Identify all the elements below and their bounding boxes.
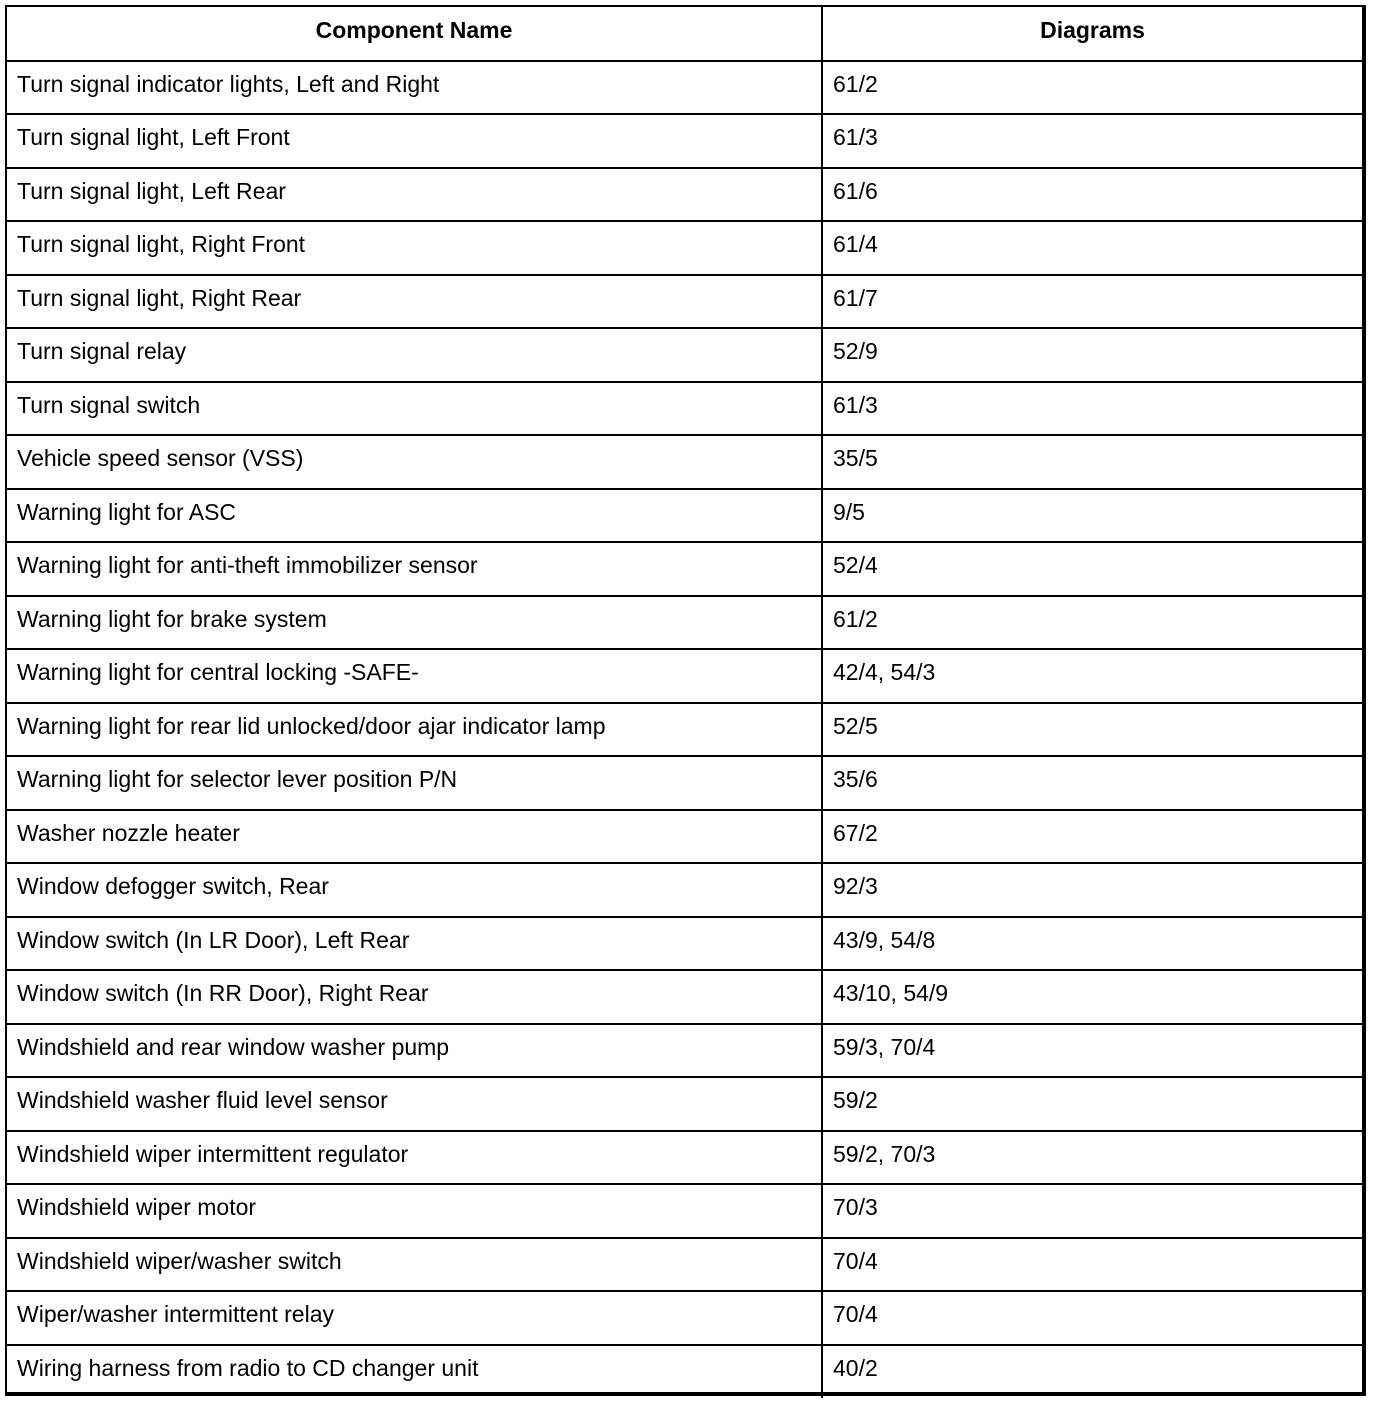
diagrams-cell: 40/2 [822, 1345, 1362, 1399]
table-row [7, 328, 1362, 382]
component-name-cell: Warning light for central locking -SAFE- [7, 649, 822, 703]
table-row [7, 489, 1362, 543]
component-name-cell: Turn signal light, Left Rear [7, 168, 822, 222]
diagrams-cell: 92/3 [822, 863, 1362, 917]
diagrams-cell: 42/4, 54/3 [822, 649, 1362, 703]
diagrams-cell: 61/3 [822, 114, 1362, 168]
table-row [7, 275, 1362, 329]
component-name-cell: Windshield and rear window washer pump [7, 1024, 822, 1078]
component-name-cell: Window switch (In LR Door), Left Rear [7, 917, 822, 971]
component-name-cell: Washer nozzle heater [7, 810, 822, 864]
table-row [7, 1291, 1362, 1345]
component-name-cell: Turn signal light, Right Rear [7, 275, 822, 329]
diagrams-cell: 43/10, 54/9 [822, 970, 1362, 1024]
component-name-cell: Turn signal relay [7, 328, 822, 382]
component-name-cell: Warning light for selector lever position P/N [7, 756, 822, 810]
table-row [7, 810, 1362, 864]
component-name-cell: Wiper/washer intermittent relay [7, 1291, 822, 1345]
component-name-cell: Windshield wiper motor [7, 1184, 822, 1238]
diagrams-cell: 9/5 [822, 489, 1362, 543]
table-row [7, 435, 1362, 489]
component-name-cell: Wiring harness from radio to CD changer unit [7, 1345, 822, 1399]
component-name-cell: Window switch (In RR Door), Right Rear [7, 970, 822, 1024]
table-row [7, 1238, 1362, 1292]
diagrams-cell: 43/9, 54/8 [822, 917, 1362, 971]
table-row [7, 703, 1362, 757]
diagrams-cell: 70/4 [822, 1291, 1362, 1345]
diagrams-cell: 59/2, 70/3 [822, 1131, 1362, 1185]
diagrams-cell: 61/2 [822, 61, 1362, 115]
diagrams-cell: 35/5 [822, 435, 1362, 489]
diagrams-cell: 52/9 [822, 328, 1362, 382]
diagrams-cell: 70/4 [822, 1238, 1362, 1292]
table-row [7, 756, 1362, 810]
diagrams-cell: 59/2 [822, 1077, 1362, 1131]
component-name-cell: Turn signal indicator lights, Left and Right [7, 61, 822, 115]
diagrams-cell: 52/5 [822, 703, 1362, 757]
component-name-cell: Warning light for brake system [7, 596, 822, 650]
table-row [7, 1131, 1362, 1185]
column-header-diagrams: Diagrams [822, 7, 1362, 61]
table-row [7, 168, 1362, 222]
diagrams-cell: 61/6 [822, 168, 1362, 222]
component-table [5, 5, 1366, 1396]
diagrams-cell: 67/2 [822, 810, 1362, 864]
table-row [7, 1077, 1362, 1131]
component-name-cell: Warning light for anti-theft immobilizer sensor [7, 542, 822, 596]
component-name-cell: Turn signal light, Left Front [7, 114, 822, 168]
component-name-cell: Warning light for ASC [7, 489, 822, 543]
diagrams-cell: 35/6 [822, 756, 1362, 810]
table-row [7, 221, 1362, 275]
table-header-row [7, 7, 1362, 61]
column-header-component-name: Component Name [7, 7, 822, 61]
table-row [7, 970, 1362, 1024]
table-row [7, 1024, 1362, 1078]
diagrams-cell: 61/2 [822, 596, 1362, 650]
table-row [7, 61, 1362, 115]
component-name-cell: Turn signal switch [7, 382, 822, 436]
diagrams-cell: 70/3 [822, 1184, 1362, 1238]
table-row [7, 596, 1362, 650]
table-row [7, 114, 1362, 168]
diagrams-cell: 52/4 [822, 542, 1362, 596]
table-row [7, 649, 1362, 703]
component-diagram-table [7, 7, 1362, 1398]
diagrams-cell: 61/4 [822, 221, 1362, 275]
diagrams-cell: 59/3, 70/4 [822, 1024, 1362, 1078]
diagrams-cell: 61/7 [822, 275, 1362, 329]
table-row [7, 1184, 1362, 1238]
component-name-cell: Window defogger switch, Rear [7, 863, 822, 917]
component-name-cell: Turn signal light, Right Front [7, 221, 822, 275]
component-name-cell: Vehicle speed sensor (VSS) [7, 435, 822, 489]
component-name-cell: Windshield wiper/washer switch [7, 1238, 822, 1292]
table-row [7, 863, 1362, 917]
table-row [7, 542, 1362, 596]
component-name-cell: Windshield washer fluid level sensor [7, 1077, 822, 1131]
table-row [7, 917, 1362, 971]
table-row [7, 1345, 1362, 1399]
table-row [7, 382, 1362, 436]
diagrams-cell: 61/3 [822, 382, 1362, 436]
component-name-cell: Warning light for rear lid unlocked/door ajar indicator lamp [7, 703, 822, 757]
component-name-cell: Windshield wiper intermittent regulator [7, 1131, 822, 1185]
